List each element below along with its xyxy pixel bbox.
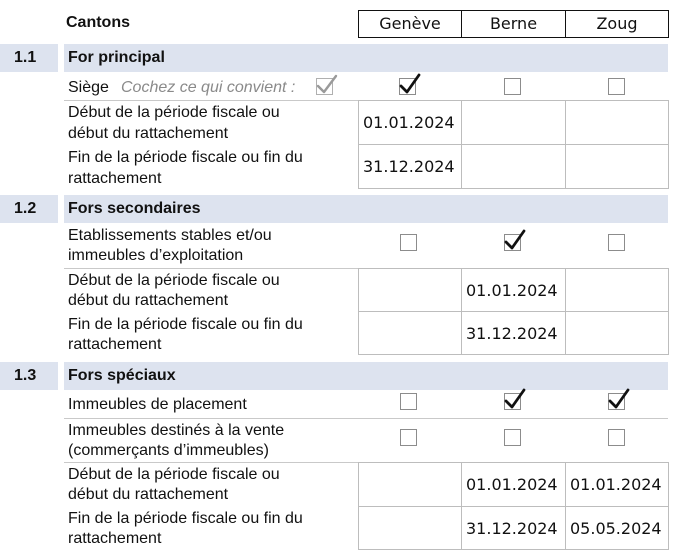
- cantons-title: Cantons: [66, 14, 130, 31]
- start-date-value: 01.01.2024: [363, 113, 455, 132]
- start-label-line2: début du rattachement: [68, 125, 229, 142]
- establishments-checkbox-berne[interactable]: [504, 234, 521, 251]
- end-date-field-berne[interactable]: [461, 144, 566, 189]
- start-label-line2: début du rattachement: [68, 486, 229, 503]
- end-label-line2: rattachement: [68, 336, 162, 353]
- sale-checkbox-geneve[interactable]: [400, 429, 417, 446]
- end-date-field-zoug[interactable]: [565, 506, 669, 550]
- canton-header-geneve: Genève: [358, 10, 462, 38]
- section-1-2-header: [0, 195, 668, 223]
- start-date-field-berne[interactable]: [461, 462, 566, 507]
- section-1-3-header: [0, 362, 668, 390]
- start-date-field-geneve[interactable]: [358, 268, 462, 312]
- section-number: 1.2: [0, 195, 58, 223]
- start-date-field-geneve[interactable]: [358, 100, 462, 145]
- section-number: 1.3: [0, 362, 58, 390]
- end-label-line2: rattachement: [68, 530, 162, 547]
- siege-checkbox-geneve[interactable]: [399, 78, 416, 95]
- start-date-field-berne[interactable]: [461, 268, 566, 312]
- placement-checkbox-berne[interactable]: [504, 393, 521, 410]
- check-icon: [503, 388, 527, 412]
- sale-label-line2: (commerçants d’immeubles): [68, 442, 269, 459]
- placement-checkbox-zoug[interactable]: [608, 393, 625, 410]
- end-label-line1: Fin de la période fiscale ou fin du: [68, 149, 303, 166]
- end-date-field-zoug[interactable]: [565, 144, 669, 189]
- placement-checkbox-geneve[interactable]: [400, 393, 417, 410]
- sale-label-line1: Immeubles destinés à la vente: [68, 422, 285, 439]
- start-label-line1: Début de la période fiscale ou: [68, 466, 280, 483]
- end-label-line2: rattachement: [68, 170, 162, 187]
- divider: [64, 418, 668, 419]
- canton-header-zoug: Zoug: [565, 10, 669, 38]
- section-1-1-header: [0, 44, 668, 72]
- start-date-field-zoug[interactable]: [565, 100, 669, 145]
- establishments-checkbox-geneve[interactable]: [400, 234, 417, 251]
- end-date-field-berne[interactable]: [461, 506, 566, 550]
- end-date-field-berne[interactable]: [461, 311, 566, 355]
- start-date-value: 01.01.2024: [466, 281, 558, 300]
- siege-checkbox-zoug[interactable]: [608, 78, 625, 95]
- end-date-field-geneve[interactable]: [358, 311, 462, 355]
- sale-checkbox-zoug[interactable]: [608, 429, 625, 446]
- end-date-field-geneve[interactable]: [358, 506, 462, 550]
- end-date-value: 31.12.2024: [466, 324, 558, 343]
- end-date-value: 31.12.2024: [466, 519, 558, 538]
- establishments-label-line2: immeubles d’exploitation: [68, 247, 244, 264]
- section-title: Fors secondaires: [64, 195, 668, 223]
- canton-header-berne: Berne: [461, 10, 566, 38]
- siege-label: Siège: [68, 79, 109, 96]
- sale-checkbox-berne[interactable]: [504, 429, 521, 446]
- start-date-field-zoug[interactable]: [565, 462, 669, 507]
- end-date-field-geneve[interactable]: [358, 144, 462, 189]
- end-date-value: 31.12.2024: [363, 157, 455, 176]
- check-icon: [398, 73, 422, 97]
- end-date-value: 05.05.2024: [570, 519, 662, 538]
- section-number: 1.1: [0, 44, 58, 72]
- start-date-field-berne[interactable]: [461, 100, 566, 145]
- establishments-checkbox-zoug[interactable]: [608, 234, 625, 251]
- start-label-line2: début du rattachement: [68, 292, 229, 309]
- check-icon: [607, 388, 631, 412]
- establishments-label-line1: Etablissements stables et/ou: [68, 227, 272, 244]
- start-date-field-geneve[interactable]: [358, 462, 462, 507]
- siege-checkbox-berne[interactable]: [504, 78, 521, 95]
- section-title: For principal: [64, 44, 668, 72]
- start-date-value: 01.01.2024: [570, 475, 662, 494]
- start-label-line1: Début de la période fiscale ou: [68, 272, 280, 289]
- end-date-field-zoug[interactable]: [565, 311, 669, 355]
- siege-hint: Cochez ce qui convient :: [121, 79, 296, 96]
- start-label-line1: Début de la période fiscale ou: [68, 104, 280, 121]
- hint-check-icon: [316, 78, 333, 95]
- placement-label: Immeubles de placement: [68, 396, 247, 413]
- start-date-value: 01.01.2024: [466, 475, 558, 494]
- start-date-field-zoug[interactable]: [565, 268, 669, 312]
- end-label-line1: Fin de la période fiscale ou fin du: [68, 510, 303, 527]
- check-icon: [503, 229, 527, 253]
- section-title: Fors spéciaux: [64, 362, 668, 390]
- end-label-line1: Fin de la période fiscale ou fin du: [68, 316, 303, 333]
